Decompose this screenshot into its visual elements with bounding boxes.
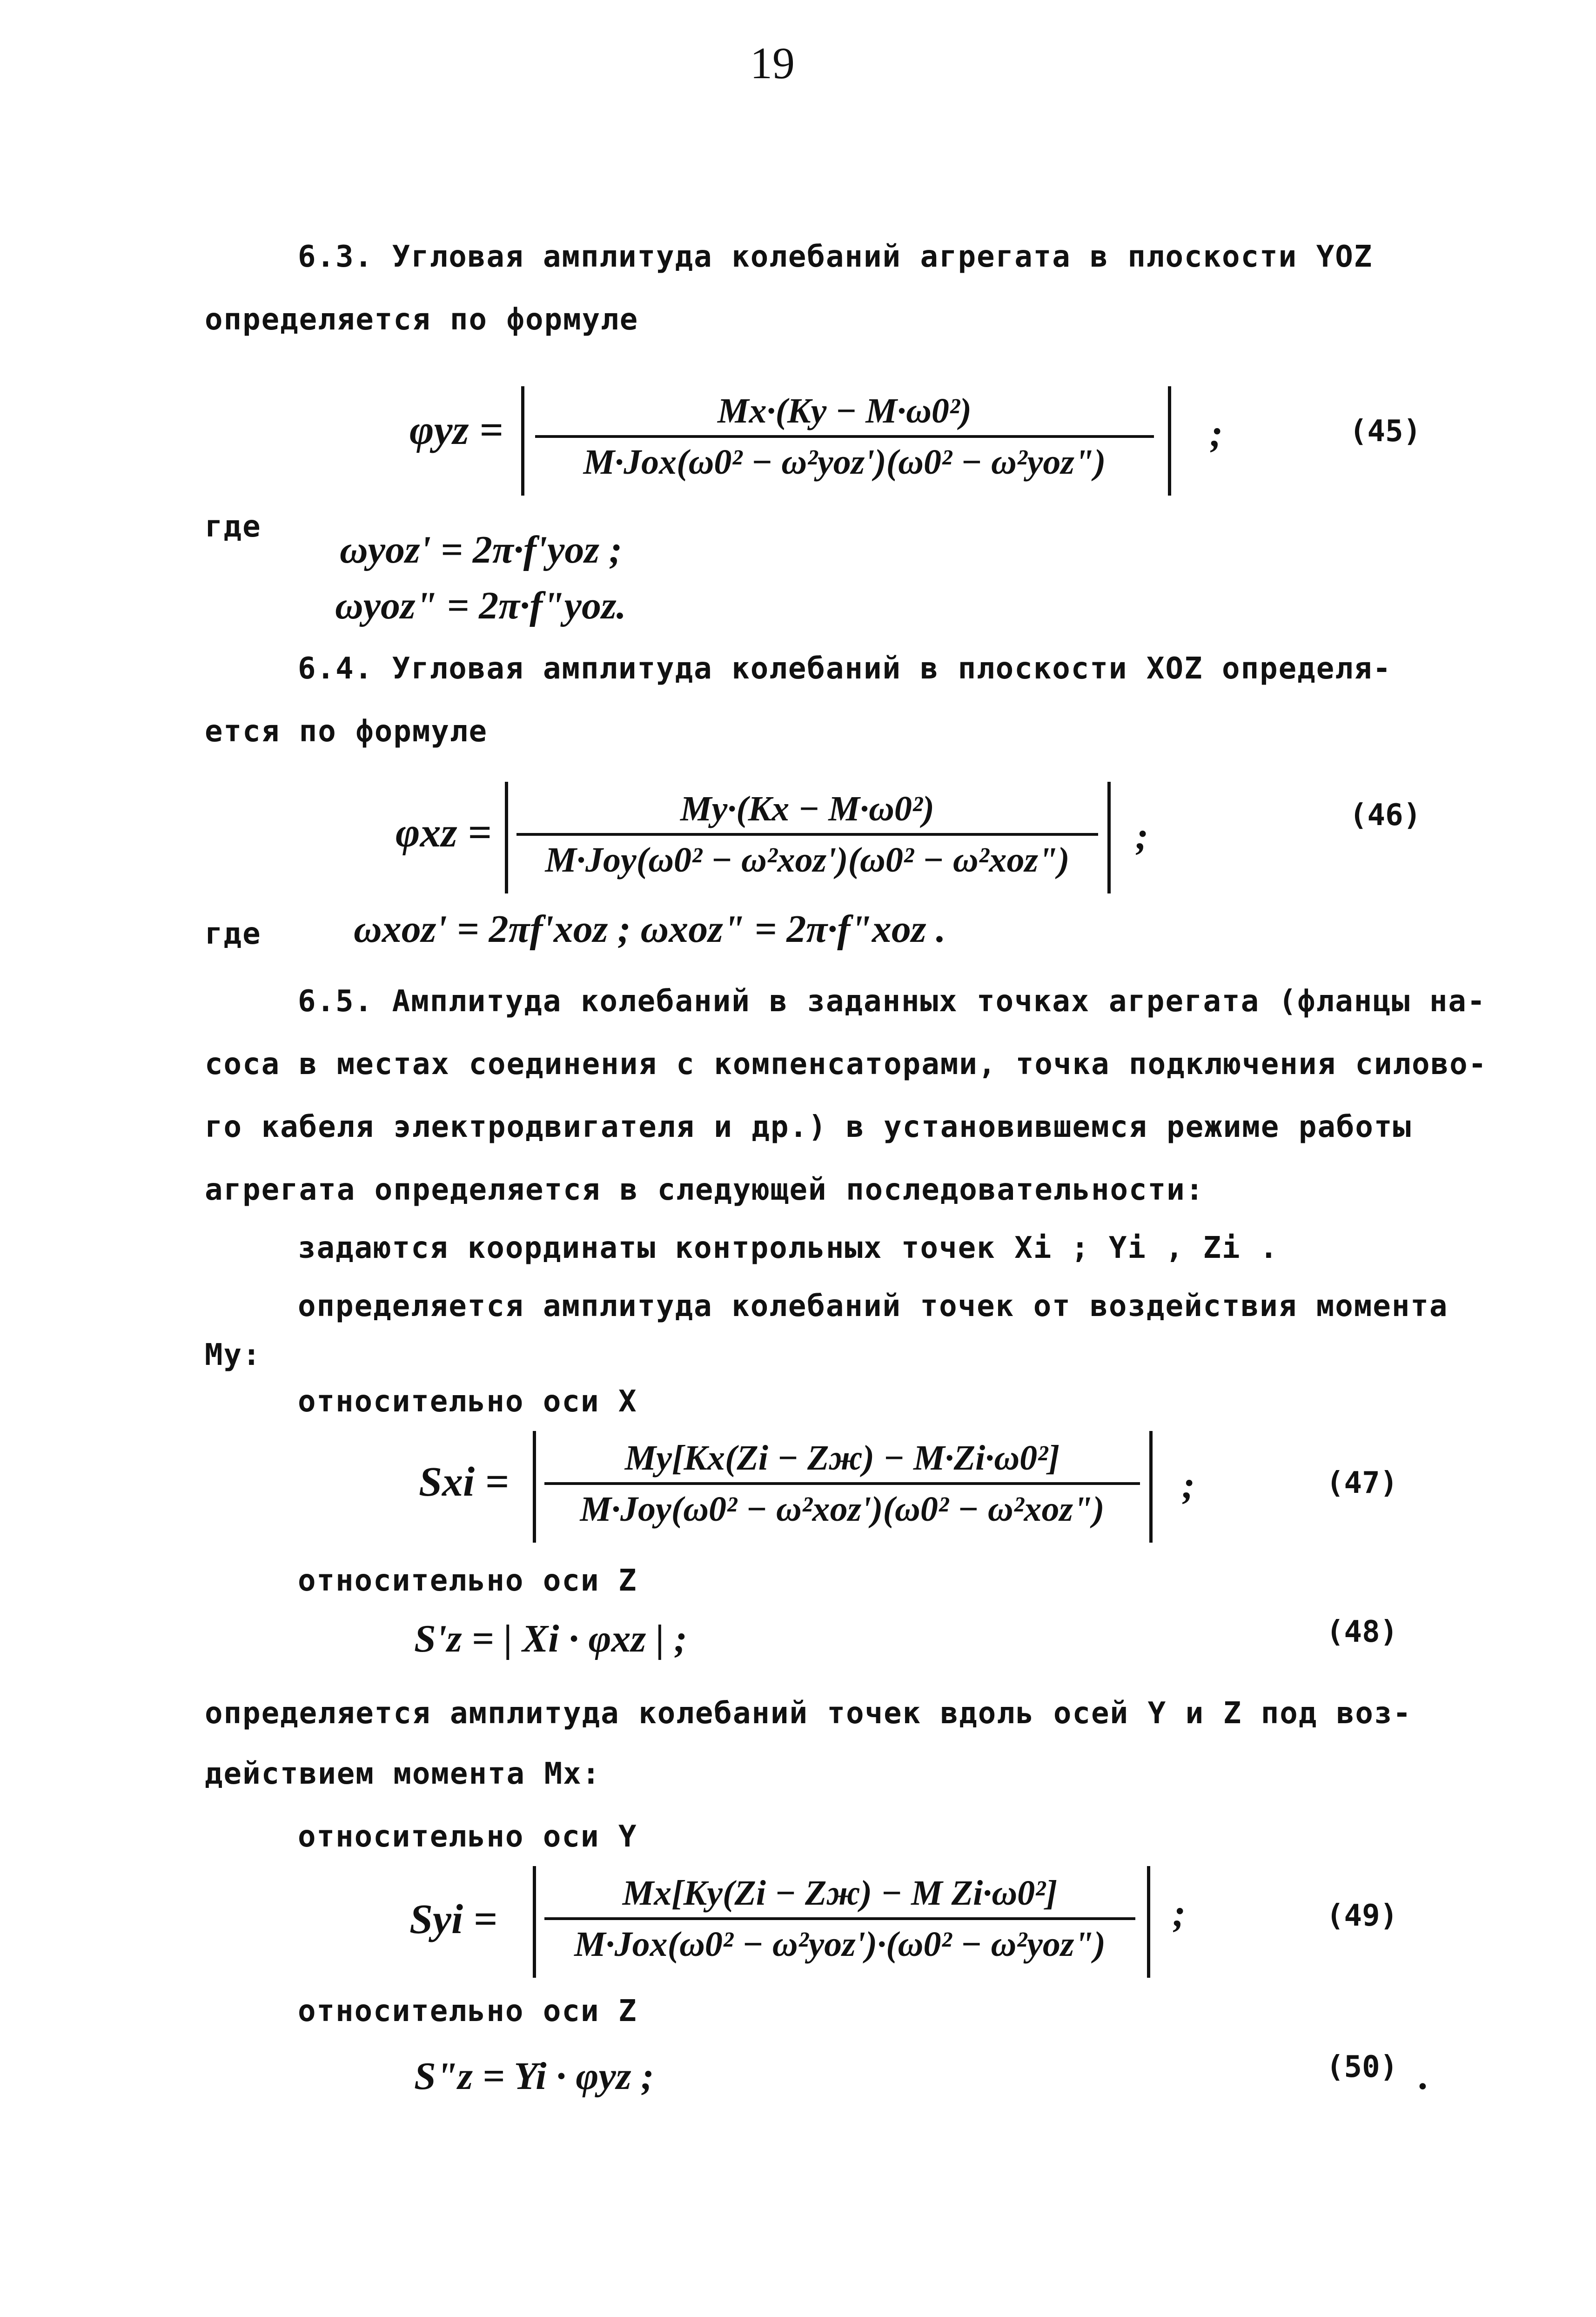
section-6-5-line2: соса в местах соединения с компенсаторами, точка подключения силово- bbox=[205, 1047, 1488, 1081]
eq46-fraction-line bbox=[516, 833, 1098, 836]
section-6-3-line2: определяется по формуле bbox=[205, 302, 639, 337]
section-6-5-line8: определяется амплитуда колебаний точек вдоль осей Y и Z под воз- bbox=[205, 1696, 1412, 1731]
eq47-abs-left bbox=[533, 1431, 536, 1543]
eq46-numerator: My·(Kx − M·ω0²) bbox=[680, 789, 934, 828]
eq46-lhs: φxz = bbox=[396, 810, 492, 856]
eq49-abs-left bbox=[533, 1866, 536, 1978]
section-6-5-line4: агрегата определяется в следующей последовательности: bbox=[205, 1173, 1205, 1207]
eq47-lhs: Sxi = bbox=[419, 1459, 509, 1505]
eq47-numerator: My[Kx(Zi − Zж) − M·Zi·ω0²] bbox=[624, 1438, 1060, 1478]
relative-axis-z-1: относительно оси Z bbox=[298, 1564, 637, 1598]
where2-formula: ωxoz' = 2πf'xoz ; ωxoz" = 2π·f"xoz . bbox=[354, 907, 946, 951]
eq49-semicolon: ; bbox=[1173, 1892, 1186, 1935]
section-6-5-line3: го кабеля электродвигателя и др.) в установившемся режиме работы bbox=[205, 1110, 1412, 1144]
eq49-denominator: M·Jox(ω0² − ω²yoz')·(ω0² − ω²yoz") bbox=[574, 1925, 1106, 1964]
eq46-semicolon: ; bbox=[1135, 814, 1148, 858]
relative-axis-y: относительно оси Y bbox=[298, 1820, 637, 1854]
eq46-number: (46) bbox=[1349, 798, 1422, 833]
eq45-semicolon: ; bbox=[1210, 412, 1223, 455]
eq50-trailing-dot: . bbox=[1419, 2055, 1429, 2098]
eq45-denominator: M·Jox(ω0² − ω²yoz')(ω0² − ω²yoz") bbox=[583, 443, 1106, 482]
section-6-4-line1: 6.4. Угловая амплитуда колебаний в плоскости XOZ определя- bbox=[298, 651, 1392, 686]
eq47-semicolon: ; bbox=[1182, 1464, 1195, 1507]
eq49-fraction-line bbox=[544, 1917, 1135, 1920]
section-6-5-line9: действием момента Mx: bbox=[205, 1757, 601, 1791]
section-6-5-line1: 6.5. Амплитуда колебаний в заданных точках агрегата (фланцы на- bbox=[298, 984, 1486, 1019]
eq49-lhs: Syi = bbox=[409, 1896, 497, 1942]
eq49-abs-right bbox=[1147, 1866, 1150, 1978]
equation-48: S'z = | Xi · φxz | ; bbox=[414, 1617, 687, 1660]
eq46-abs-right bbox=[1107, 782, 1111, 893]
eq46-denominator: M·Joy(ω0² − ω²xoz')(ω0² − ω²xoz") bbox=[545, 840, 1070, 880]
page-number: 19 bbox=[750, 38, 795, 88]
section-6-3-line1: 6.3. Угловая амплитуда колебаний агрегата в плоскости YOZ bbox=[298, 240, 1373, 274]
section-6-5-line5: задаются координаты контрольных точек Xi ; Yi , Zi . bbox=[298, 1231, 1279, 1265]
section-6-5-line6: определяется амплитуда колебаний точек от воздействия момента bbox=[298, 1289, 1448, 1323]
eq48-number: (48) bbox=[1326, 1615, 1398, 1649]
where-label-1: где bbox=[205, 510, 262, 544]
eq49-numerator: Mx[Ky(Zi − Zж) − M Zi·ω0²] bbox=[622, 1874, 1058, 1913]
eq45-fraction-line bbox=[535, 435, 1154, 438]
section-6-5-line7: My: bbox=[205, 1338, 262, 1372]
where1-line1: ωyoz' = 2π·f'yoz ; bbox=[340, 528, 623, 571]
eq45-numerator: Mx·(Ky − M·ω0²) bbox=[718, 391, 972, 430]
relative-axis-z-2: относительно оси Z bbox=[298, 1994, 637, 2028]
eq46-abs-left bbox=[505, 782, 508, 893]
relative-axis-x: относительно оси X bbox=[298, 1384, 637, 1419]
eq50-number: (50) bbox=[1326, 2050, 1398, 2084]
eq45-number: (45) bbox=[1349, 414, 1422, 449]
eq47-abs-right bbox=[1149, 1431, 1153, 1543]
eq47-fraction-line bbox=[544, 1482, 1140, 1485]
where-label-2: где bbox=[205, 917, 262, 951]
equation-50: S"z = Yi · φyz ; bbox=[414, 2055, 654, 2098]
eq47-denominator: M·Joy(ω0² − ω²xoz')(ω0² − ω²xoz") bbox=[580, 1490, 1105, 1529]
eq45-abs-right bbox=[1168, 386, 1171, 496]
eq45-abs-left bbox=[521, 386, 524, 496]
eq47-number: (47) bbox=[1326, 1466, 1398, 1500]
eq49-number: (49) bbox=[1326, 1899, 1398, 1933]
eq45-lhs: φyz = bbox=[409, 407, 503, 453]
section-6-4-line2: ется по формуле bbox=[205, 714, 488, 749]
where1-line2: ωyoz" = 2π·f"yoz. bbox=[335, 584, 626, 627]
